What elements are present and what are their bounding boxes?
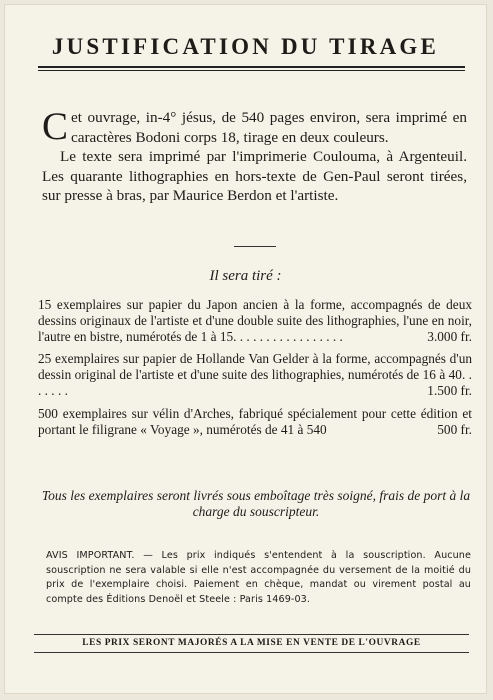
packaging-note: Tous les exemplaires seront livrés sous emboîtage très soigné, frais de port à la charge du souscripteur. — [41, 488, 471, 519]
intro-paragraph-1 — [42, 105, 467, 148]
footer-rule-bottom — [34, 652, 469, 653]
edition-item — [38, 351, 472, 398]
edition-count: 15 — [38, 297, 52, 312]
edition-price: 500 fr. — [437, 421, 472, 437]
document-page — [4, 4, 487, 694]
title-double-rule — [38, 66, 465, 71]
footer-notice: LES PRIX SERONT MAJORÉS A LA MISE EN VENTE DE L'OUVRAGE — [82, 638, 421, 648]
edition-item — [38, 297, 472, 344]
edition-count: 25 — [38, 351, 52, 367]
edition-list — [38, 297, 472, 444]
drop-cap: C — [42, 105, 69, 148]
section-divider — [234, 246, 276, 247]
edition-item — [38, 406, 472, 438]
edition-description: exemplaires sur vélin d'Arches, fabriqué spécialement pour cette édition et portant le filigrane « Voyage », numérotés de 41 à 540 — [38, 405, 473, 437]
intro-section — [42, 105, 467, 206]
edition-price: 1.500 fr. — [427, 382, 472, 398]
edition-count: 500 — [38, 405, 58, 421]
footer-rule-top — [34, 634, 469, 635]
sera-tire-heading: Il sera tiré : — [209, 268, 282, 284]
edition-price: 3.000 fr. — [427, 328, 472, 344]
intro-paragraph-2: Le texte sera imprimé par l'imprimerie Coulouma, à Argenteuil. Les quarante lithographies en hors-texte de Gen-Paul seront tirées, sur presse à bras, par Maurice Berdon et l'artiste. — [42, 148, 467, 204]
edition-description: exemplaires sur papier du Japon ancien à la forme, accompagnés de deux dessins originaux de l'artiste et d'une double suite des lithographies, l'une en noir, l'autre en bistre, numérotés de 1 à 15. . . . . . . . . . . . . . . . . — [38, 297, 472, 344]
page-title: JUSTIFICATION DU TIRAGE — [51, 34, 440, 59]
intro-paragraph-1-text: et ouvrage, in-4° jésus, de 540 pages environ, sera imprimé en caractères Bodoni corps 18, tirage en deux couleurs. — [71, 109, 467, 146]
edition-description: exemplaires sur papier de Hollande Van Gelder à la forme, accompagnés d'un dessin original de l'artiste et d'une suite des lithographies, numérotés de 16 à 40. . . . . . . — [38, 351, 472, 398]
important-notice: AVIS IMPORTANT. — Les prix indiqués s'entendent à la souscription. Aucune souscription ne sera valable si elle n'est accompagnée du versement de la moitié du prix de l'exemplaire choisi. Paiement en chèque, mandat ou virement postal au compte des Éditions Denoël et Steele : Paris 1469-03. — [46, 550, 471, 605]
